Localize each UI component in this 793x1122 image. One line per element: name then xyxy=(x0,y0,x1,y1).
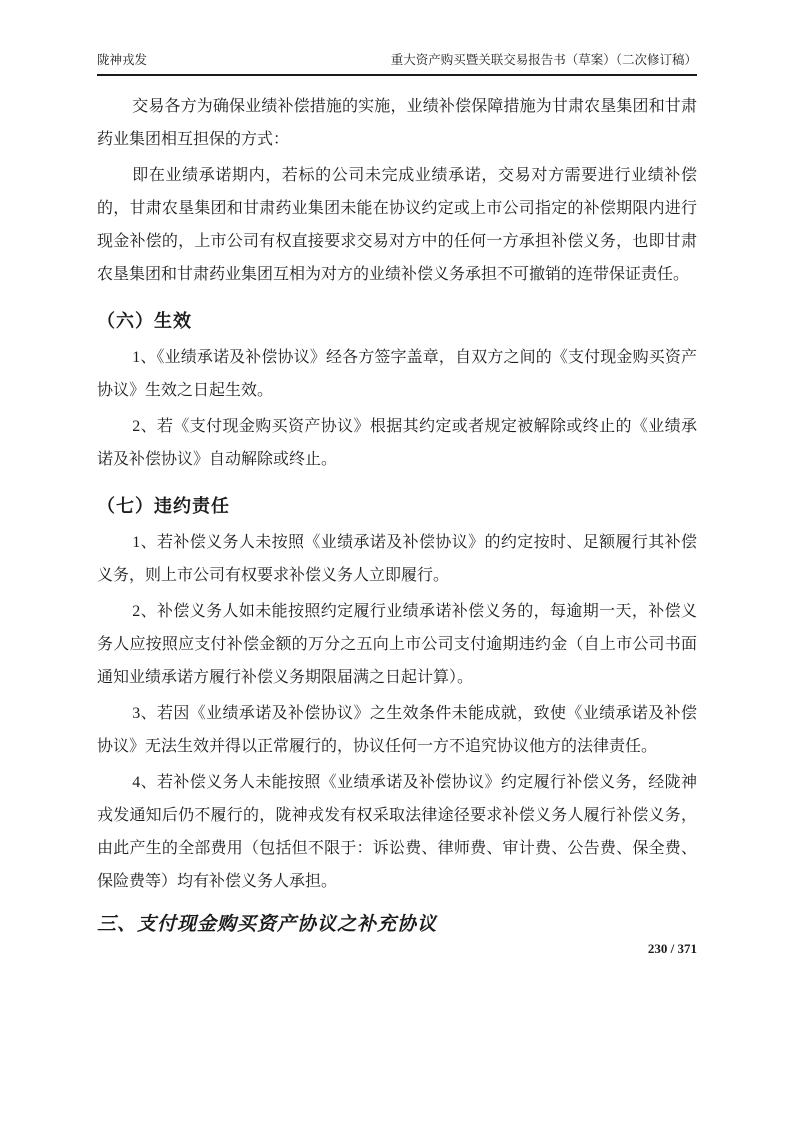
paragraph-breach-item-3: 3、若因《业绩承诺及补偿协议》之生效条件未能成就，致使《业绩承诺及补偿协议》无法生效并得以正常履行的，协议任何一方不追究协议他方的法律责任。 xyxy=(97,705,697,755)
paragraph-breach-item-4: 4、若补偿义务人未能按照《业绩承诺及补偿协议》约定履行补偿义务，经陇神戎发通知后仍不履行的，陇神戎发有权采取法律途径要求补偿义务人履行补偿义务，由此产生的全部费用（包括但不限于：诉讼费、律师费、审计费、公告费、保全费、保险费等）均有补偿义务人承担。 xyxy=(97,774,697,890)
section-heading-breach-liability: （七）违约责任 xyxy=(97,496,230,516)
chapter-heading-supplementary-agreement: 三、支付现金购买资产协议之补充协议 xyxy=(97,914,438,935)
header-company-short-name: 陇神戎发 xyxy=(97,53,148,67)
paragraph-breach-item-1: 1、若补偿义务人未按照《业绩承诺及补偿协议》的约定按时、足额履行其补偿义务，则上市公司有权要求补偿义务人立即履行。 xyxy=(97,534,697,584)
paragraph-guarantee-detail: 即在业绩承诺期内，若标的公司未完成业绩承诺，交易对方需要进行业绩补偿的，甘肃农垦集团和甘肃药业集团未能在协议约定或上市公司指定的补偿期限内进行现金补偿的，上市公司有权直接要求交易对方中的任何一方承担补偿义务，也即甘肃农垦集团和甘肃药业集团互相为对方的业绩补偿义务承担不可撤销的连带保证责任。 xyxy=(97,167,697,283)
paragraph-breach-item-2: 2、补偿义务人如未能按照约定履行业绩承诺补偿义务的，每逾期一天，补偿义务人应按照应支付补偿金额的万分之五向上市公司支付逾期违约金（自上市公司书面通知业绩承诺方履行补偿义务期限届满之日起计算）。 xyxy=(97,603,697,686)
page-header xyxy=(97,50,697,76)
document-body xyxy=(97,76,697,958)
paragraph-guarantee-intro: 交易各方为确保业绩补偿措施的实施，业绩补偿保障措施为甘肃农垦集团和甘肃药业集团相互担保的方式： xyxy=(97,98,697,148)
header-report-title: 重大资产购买暨关联交易报告书（草案）（二次修订稿） xyxy=(390,53,697,67)
paragraph-effectiveness-item-1: 1、《业绩承诺及补偿协议》经各方签字盖章，自双方之间的《支付现金购买资产协议》生效之日起生效。 xyxy=(97,349,697,399)
page-number: 230 / 371 xyxy=(647,941,697,956)
section-heading-effectiveness: （六）生效 xyxy=(97,311,192,331)
paragraph-effectiveness-item-2: 2、若《支付现金购买资产协议》根据其约定或者规定被解除或终止的《业绩承诺及补偿协议》自动解除或终止。 xyxy=(97,418,697,468)
